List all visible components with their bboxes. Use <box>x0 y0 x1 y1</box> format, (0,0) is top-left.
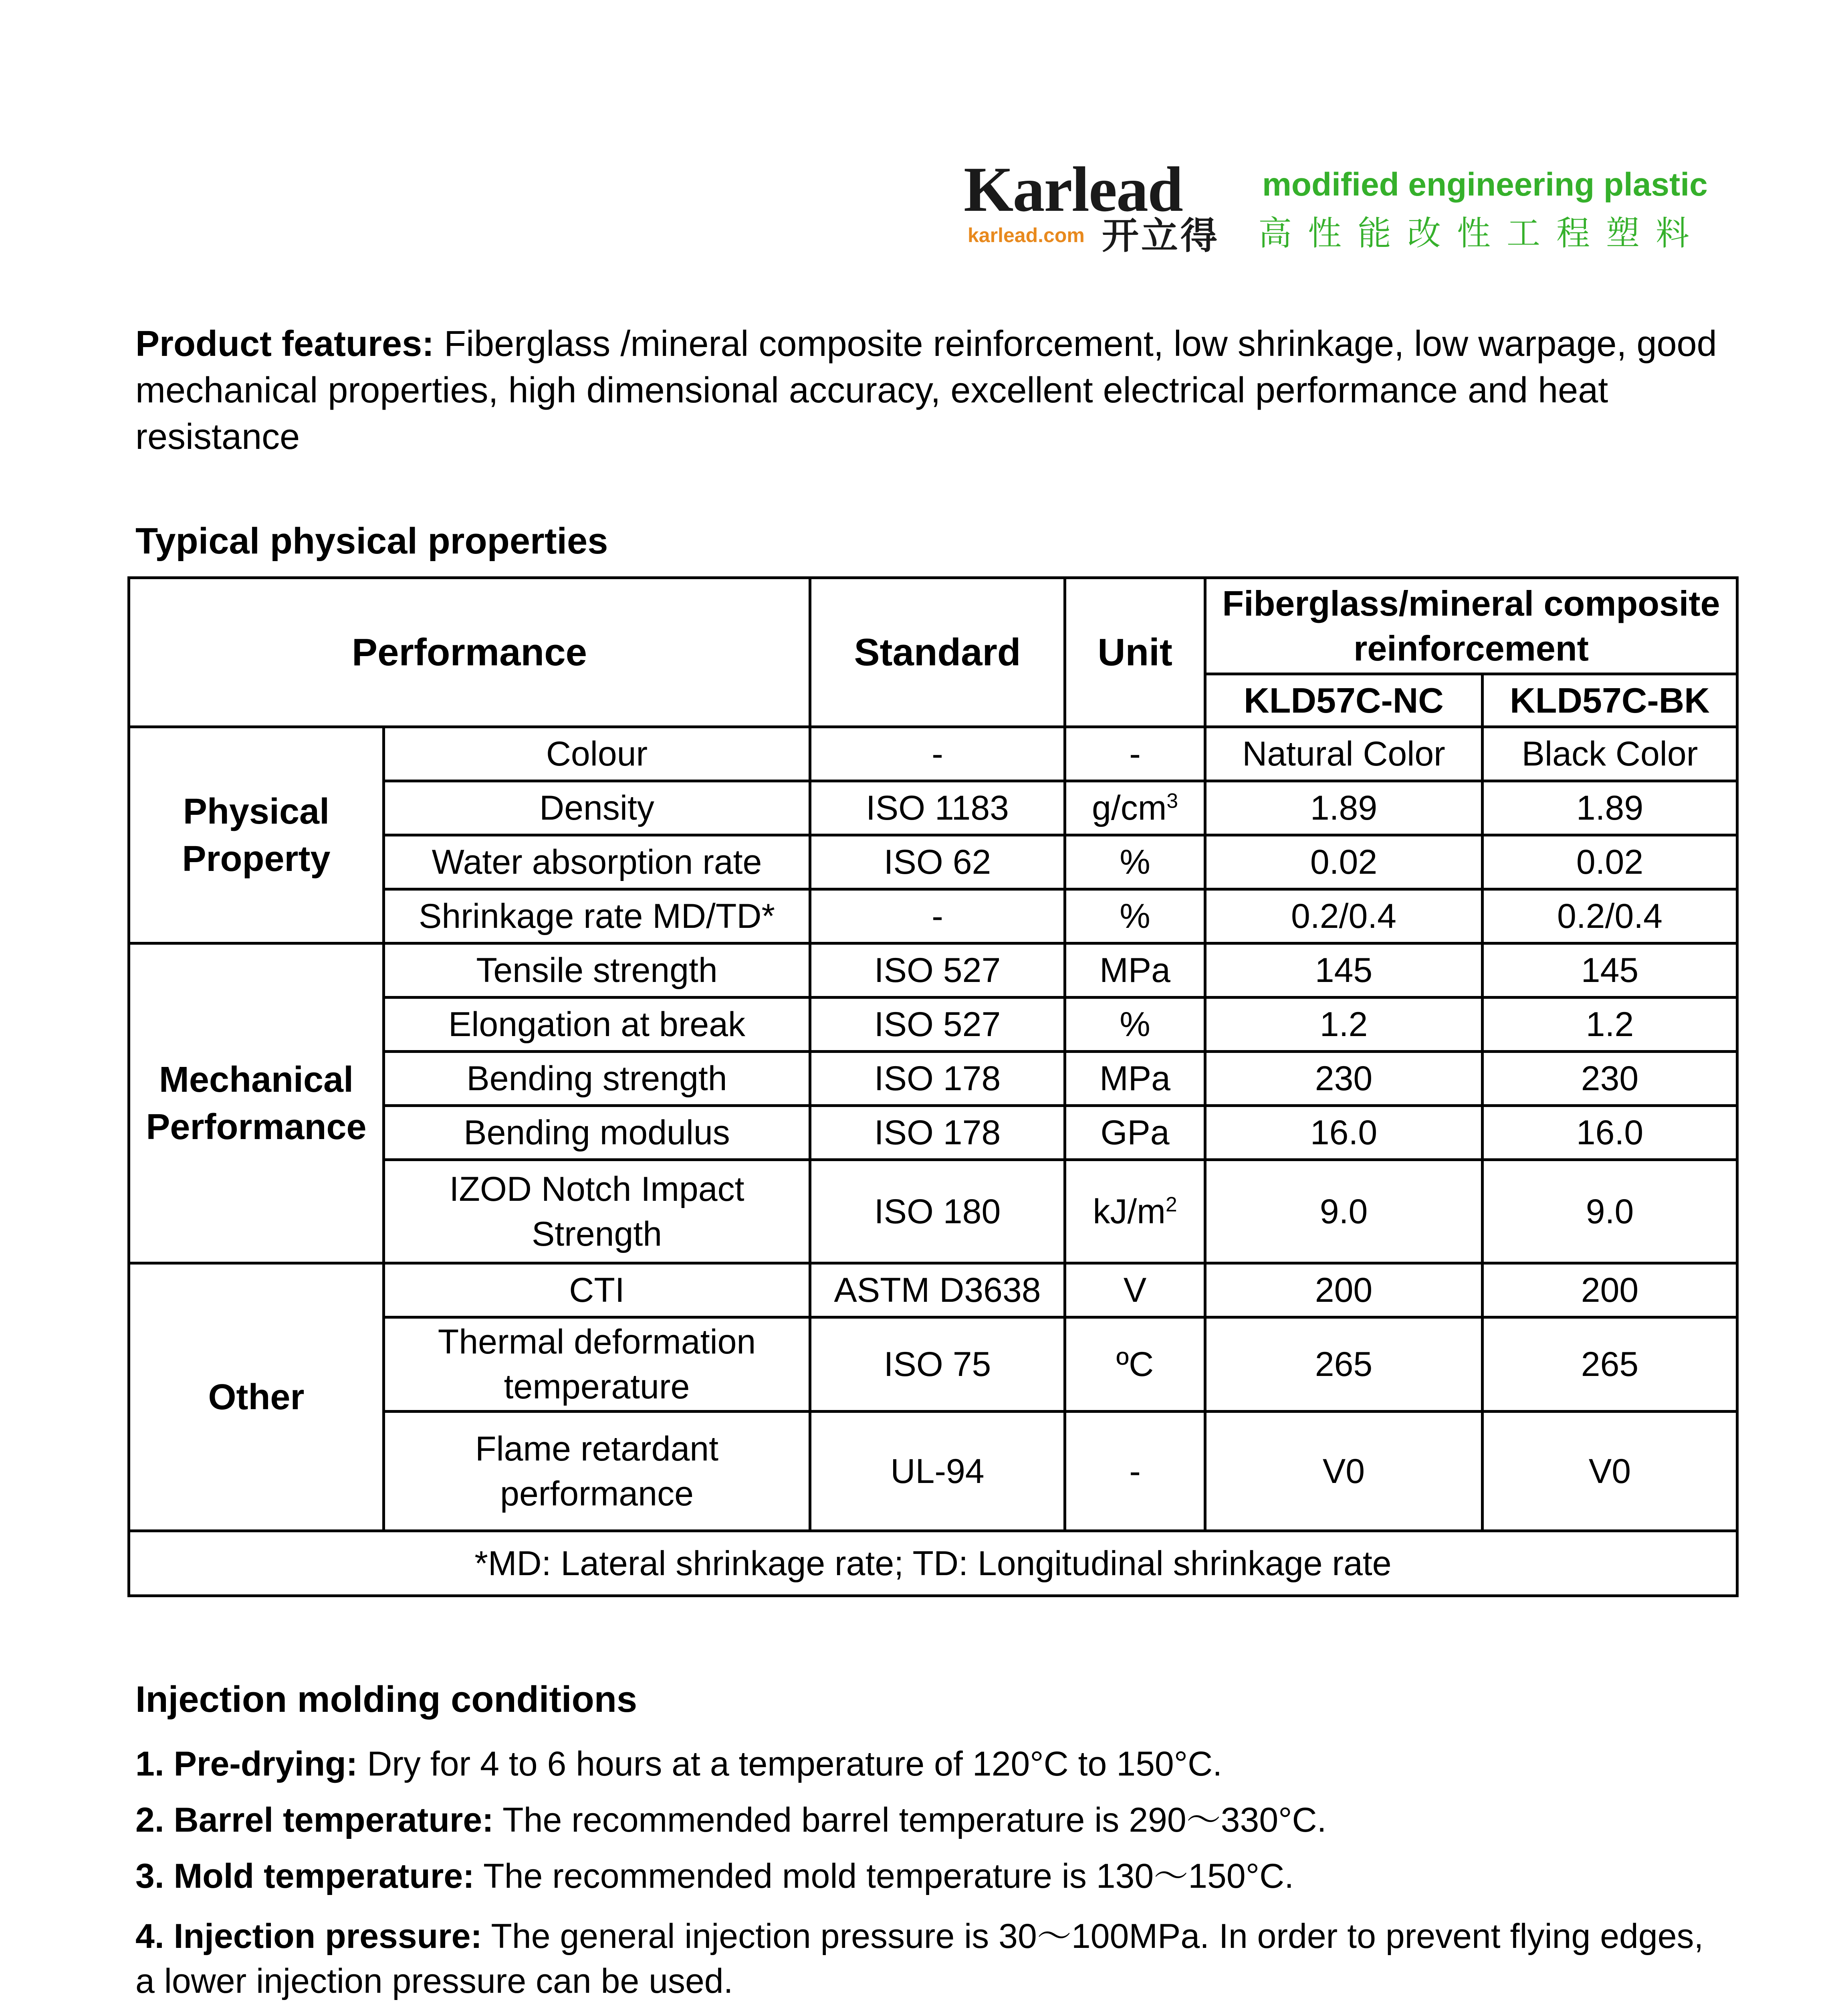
property-standard: - <box>810 889 1065 943</box>
features-label: Product features: <box>135 324 434 364</box>
header-grade-bk: KLD57C-BK <box>1483 674 1737 727</box>
property-name: Tensile strength <box>384 943 810 998</box>
value-nc: 145 <box>1205 943 1483 998</box>
value-bk: 1.89 <box>1483 781 1737 835</box>
tagline: modified engineering plastic <box>1262 166 1708 203</box>
value-nc: 9.0 <box>1205 1160 1483 1263</box>
property-standard: ISO 527 <box>810 998 1065 1052</box>
property-standard: ISO 180 <box>810 1160 1065 1263</box>
property-unit: V <box>1065 1263 1205 1317</box>
table-footnote: *MD: Lateral shrinkage rate; TD: Longitudinal shrinkage rate <box>129 1531 1737 1596</box>
value-bk: 265 <box>1483 1317 1737 1412</box>
property-name: Flame retardant performance <box>384 1412 810 1531</box>
properties-table <box>127 576 1739 1597</box>
property-unit: % <box>1065 835 1205 889</box>
property-name: Bending modulus <box>384 1106 810 1160</box>
header-group: Fiberglass/mineral composite reinforcement <box>1205 578 1737 674</box>
value-nc: 200 <box>1205 1263 1483 1317</box>
header-unit: Unit <box>1065 578 1205 727</box>
item-label: 3. Mold temperature: <box>135 1857 474 1895</box>
item-label: 4. Injection pressure: <box>135 1917 482 1956</box>
value-bk: 230 <box>1483 1052 1737 1106</box>
item-text: Dry for 4 to 6 hours at a temperature of 120°C to 150°C. <box>367 1745 1223 1783</box>
item-text: The recommended barrel temperature is 290～330°C. <box>502 1801 1327 1839</box>
property-name: Shrinkage rate MD/TD* <box>384 889 810 943</box>
property-standard: - <box>810 727 1065 781</box>
property-standard: ISO 178 <box>810 1106 1065 1160</box>
property-unit: ºC <box>1065 1317 1205 1412</box>
property-name: Colour <box>384 727 810 781</box>
property-name: CTI <box>384 1263 810 1317</box>
property-unit: % <box>1065 889 1205 943</box>
value-nc: 265 <box>1205 1317 1483 1412</box>
value-nc: 0.02 <box>1205 835 1483 889</box>
property-name: Elongation at break <box>384 998 810 1052</box>
brand-name: Karlead <box>964 154 1182 225</box>
value-bk: 0.2/0.4 <box>1483 889 1737 943</box>
list-item <box>135 1854 1730 1899</box>
value-bk: 200 <box>1483 1263 1737 1317</box>
value-nc: 230 <box>1205 1052 1483 1106</box>
list-item <box>135 1798 1730 1842</box>
product-features <box>135 321 1722 460</box>
header-performance: Performance <box>129 578 810 727</box>
header-grade-nc: KLD57C-NC <box>1205 674 1483 727</box>
property-unit <box>1065 1160 1205 1263</box>
value-nc: 1.2 <box>1205 998 1483 1052</box>
value-bk: 1.2 <box>1483 998 1737 1052</box>
injection-title: Injection molding conditions <box>135 1679 638 1720</box>
group-other: Other <box>129 1263 384 1531</box>
properties-title: Typical physical properties <box>135 521 608 562</box>
unit-text: kJ/m <box>1093 1192 1166 1231</box>
property-standard: ISO 178 <box>810 1052 1065 1106</box>
unit-text: g/cm <box>1091 789 1167 827</box>
property-name: Water absorption rate <box>384 835 810 889</box>
table-row <box>129 1263 1737 1317</box>
list-item <box>135 1914 1730 2004</box>
property-name: Density <box>384 781 810 835</box>
item-text: The general injection pressure is 30～100MPa. In order to prevent flying edges, a lower injection pressure can be used. <box>135 1917 1704 2000</box>
value-bk: 0.02 <box>1483 835 1737 889</box>
value-nc: 16.0 <box>1205 1106 1483 1160</box>
tagline-cn: 高性能改性工程塑料 <box>1258 214 1706 253</box>
item-label: 2. Barrel temperature: <box>135 1801 494 1839</box>
property-unit: MPa <box>1065 943 1205 998</box>
list-item <box>135 1741 1730 1786</box>
unit-superscript: 3 <box>1166 789 1178 812</box>
brand-website: karlead.com <box>968 224 1085 246</box>
header-standard: Standard <box>810 578 1065 727</box>
property-unit: - <box>1065 727 1205 781</box>
group-mechanical: Mechanical Performance <box>129 943 384 1263</box>
value-nc: V0 <box>1205 1412 1483 1531</box>
property-unit <box>1065 781 1205 835</box>
brand-name-cn: 开立得 <box>1102 214 1220 257</box>
item-text: The recommended mold temperature is 130～150°C. <box>483 1857 1294 1895</box>
value-bk: 145 <box>1483 943 1737 998</box>
property-unit: - <box>1065 1412 1205 1531</box>
value-bk: 16.0 <box>1483 1106 1737 1160</box>
property-standard: ISO 527 <box>810 943 1065 998</box>
company-logo <box>964 154 1220 257</box>
value-bk: Black Color <box>1483 727 1737 781</box>
table-row <box>129 943 1737 998</box>
property-standard: UL-94 <box>810 1412 1065 1531</box>
property-standard: ISO 1183 <box>810 781 1065 835</box>
item-label: 1. Pre-drying: <box>135 1745 358 1783</box>
value-bk: 9.0 <box>1483 1160 1737 1263</box>
property-standard: ISO 62 <box>810 835 1065 889</box>
value-nc: Natural Color <box>1205 727 1483 781</box>
property-name: Bending strength <box>384 1052 810 1106</box>
property-name: Thermal deformation temperature <box>384 1317 810 1412</box>
value-bk: V0 <box>1483 1412 1737 1531</box>
property-unit: GPa <box>1065 1106 1205 1160</box>
property-name: IZOD Notch Impact Strength <box>384 1160 810 1263</box>
table-row <box>129 727 1737 781</box>
value-nc: 1.89 <box>1205 781 1483 835</box>
group-physical: Physical Property <box>129 727 384 943</box>
unit-superscript: 2 <box>1165 1192 1177 1216</box>
property-unit: % <box>1065 998 1205 1052</box>
property-unit: MPa <box>1065 1052 1205 1106</box>
value-nc: 0.2/0.4 <box>1205 889 1483 943</box>
property-standard: ASTM D3638 <box>810 1263 1065 1317</box>
property-standard: ISO 75 <box>810 1317 1065 1412</box>
features-text: Fiberglass /mineral composite reinforcement, low shrinkage, low warpage, good mechanical properties, high dimensional accuracy, excellent electrical performance and heat resistance <box>135 324 1717 457</box>
